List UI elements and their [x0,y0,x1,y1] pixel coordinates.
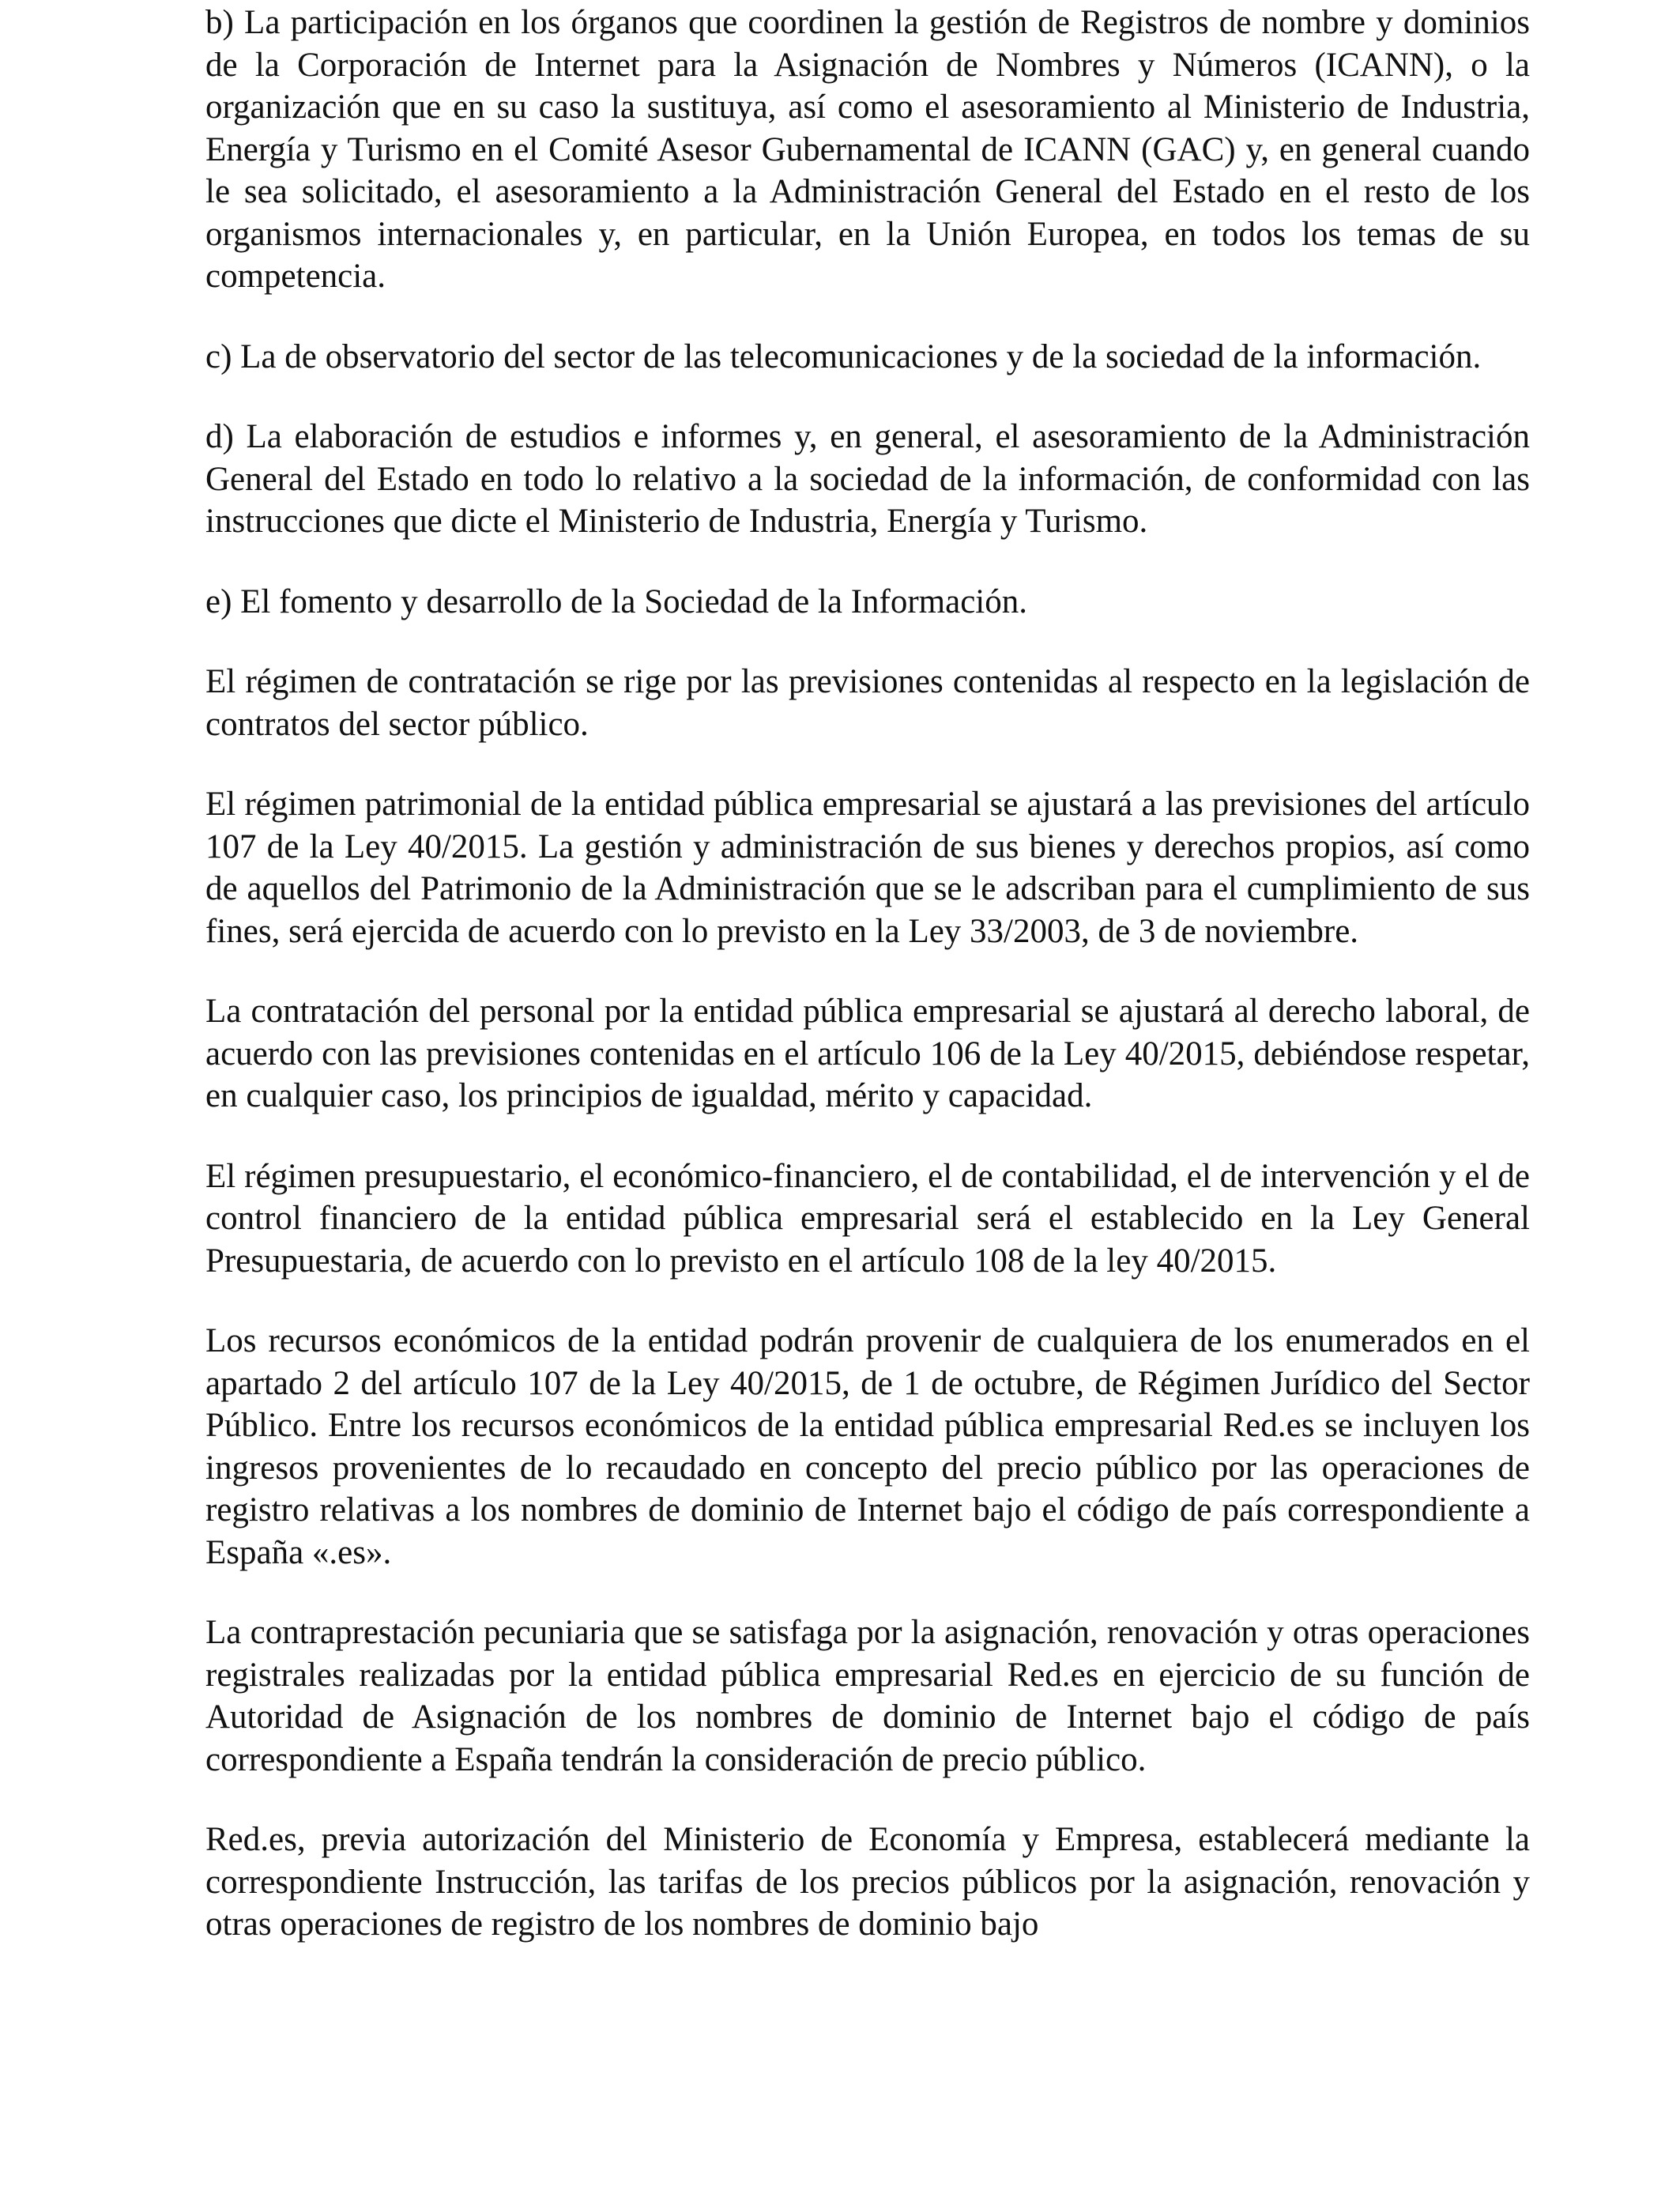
paragraph-budget-regime: El régimen presupuestario, el económico-financiero, el de contabilidad, el de intervención y el de control financiero de la entidad pública empresarial será el establecido en la Ley General Presupuestaria, de acuerdo con lo previsto en el artículo 108 de la ley 40/2015. [205,1157,1530,1280]
paragraph-economic-resources: Los recursos económicos de la entidad podrán provenir de cualquiera de los enumerados en el apartado 2 del artículo 107 de la Ley 40/2015, de 1 de octubre, de Régimen Jurídico del Sector Público. Entre los recursos económicos de la entidad pública empresarial Red.es se incluyen los ingresos provenientes de lo recaudado en concepto del precio público por las operaciones de registro relativas a los nombres de dominio de Internet bajo el código de país correspondiente a España «.es». [205,1322,1530,1571]
paragraph-c-observatory: c) La de observatorio del sector de las telecomunicaciones y de la sociedad de la información. [205,337,1482,375]
paragraph-patrimonial-regime: El régimen patrimonial de la entidad pública empresarial se ajustará a las previsiones del artículo 107 de la Ley 40/2015. La gestión y administración de sus bienes y derechos propios, así como de aquellos del Patrimonio de la Administración que se le adscriban para el cumplimiento de sus fines, será ejercida de acuerdo con lo previsto en la Ley 33/2003, de 3 de noviembre. [205,786,1530,950]
paragraph-e-information-society: e) El fomento y desarrollo de la Sociedad de la Información. [205,582,1027,620]
paragraph-red-es-tariffs: Red.es, previa autorización del Ministerio de Economía y Empresa, establecerá mediante la correspondiente Instrucción, las tarifas de los precios públicos por la asignación, renovación y otras operaciones de registro de los nombres de dominio bajo [205,1821,1530,1943]
paragraph-d-studies-reports: d) La elaboración de estudios e informes y, en general, el asesoramiento de la Administración General del Estado en todo lo relativo a la sociedad de la información, de conformidad con las instrucciones que dicte el Ministerio de Industria, Energía y Turismo. [205,418,1530,540]
paragraph-pecuniary-consideration: La contraprestación pecuniaria que se satisfaga por la asignación, renovación y otras operaciones registrales realizadas por la entidad pública empresarial Red.es en ejercicio de su función de Autoridad de Asignación de los nombres de dominio de Internet bajo el código de país correspondiente a España tendrán la consideración de precio público. [205,1614,1530,1778]
document-page [205,0,1530,1946]
paragraph-staff-hiring: La contratación del personal por la entidad pública empresarial se ajustará al derecho laboral, de acuerdo con las previsiones contenidas en el artículo 106 de la Ley 40/2015, debiéndose respetar, en cualquier caso, los principios de igualdad, mérito y capacidad. [205,993,1530,1114]
paragraph-b-icann-participation: b) La participación en los órganos que coordinen la gestión de Registros de nombre y dominios de la Corporación de Internet para la Asignación de Nombres y Números (ICANN), o la organización que en su caso la sustituya, así como el asesoramiento al Ministerio de Industria, Energía y Turismo en el Comité Asesor Gubernamental de ICANN (GAC) y, en general cuando le sea solicitado, el asesoramiento a la Administración General del Estado en el resto de los organismos internacionales y, en particular, en la Unión Europea, en todos los temas de su competencia. [205,4,1530,295]
paragraph-contracting-regime: El régimen de contratación se rige por las previsiones contenidas al respecto en la legislación de contratos del sector público. [205,663,1530,743]
